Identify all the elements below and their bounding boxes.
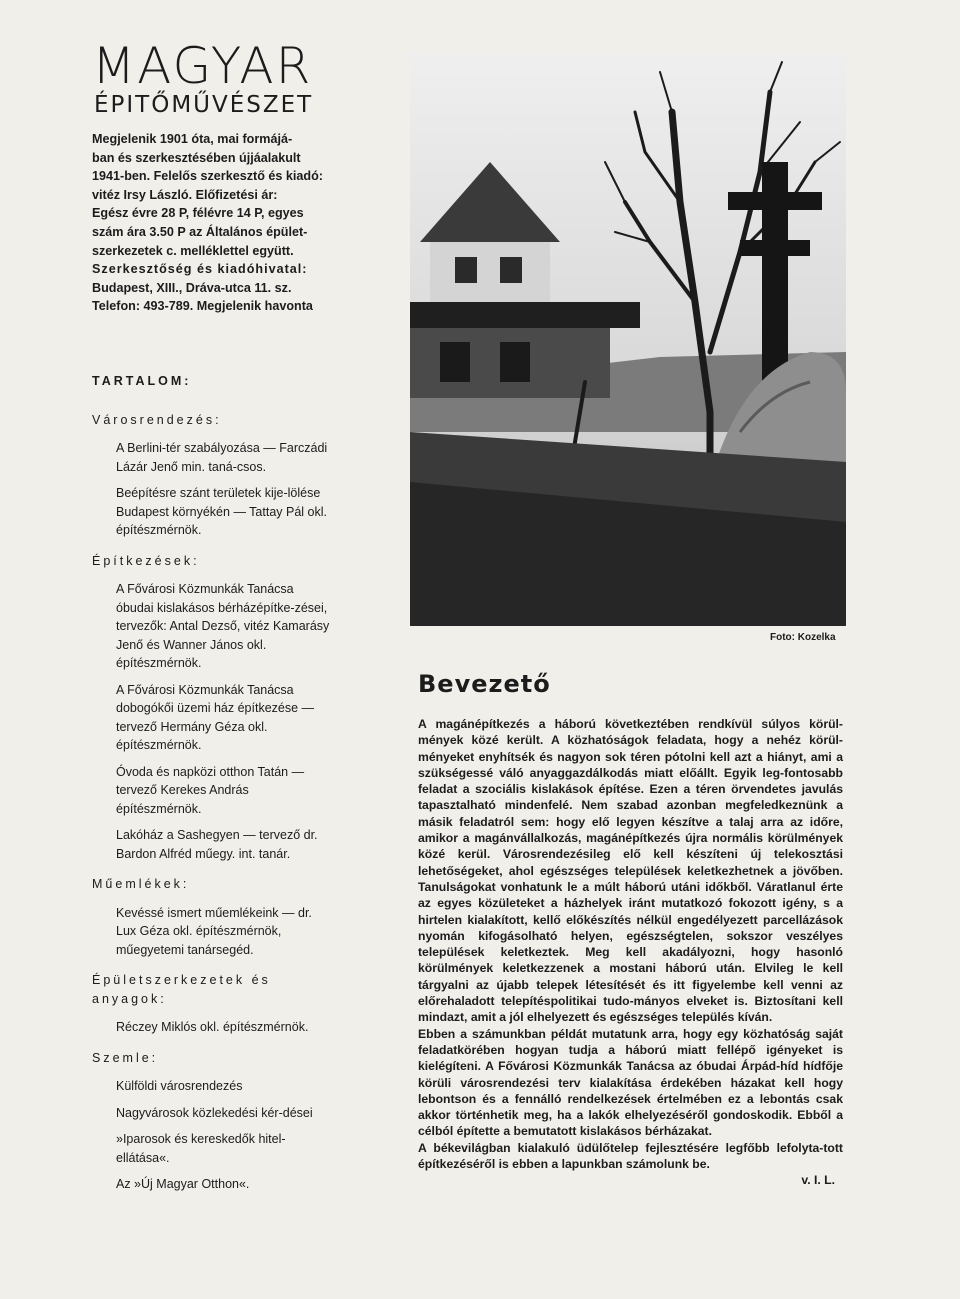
toc-section bbox=[92, 411, 362, 540]
article-body bbox=[418, 716, 843, 1189]
imprint-line: Megjelenik 1901 óta, mai formájá- bbox=[92, 132, 293, 146]
masthead bbox=[92, 37, 342, 118]
toc-item: Nagyvárosok közlekedési kér-dései bbox=[116, 1105, 313, 1120]
toc-section-heading: Szemle: bbox=[92, 1050, 159, 1065]
imprint-line: szám ára 3.50 P az Általános épület- bbox=[92, 224, 308, 239]
toc-section-heading: Építkezések: bbox=[92, 553, 200, 568]
imprint-line: Telefon: 493-789. Megjelenik havonta bbox=[92, 299, 313, 314]
article-paragraph: A magánépítkezés a háború következtében rendkívül súlyos körül-mények közé került. A közhatóságok feladata, hogy a nehéz körül-ményeket enyhítsék és nagyon sok téren pótolni kell azt a hiányt, ami a szükségessé váló anyaggazdálkodás miatt előállt. Egyik leg-fontosabb feladat a szociális kislakások építése. Ezen a téren örvendetes javulás tapasztalható mindenfelé. Nem szabad azonban megfeledkeznünk a másik feladatról sem: hogy elő legyen készítve a talaj arra az időre, amikor a magánvállalkozás, magánépítkezés újra normális körülmények közé kerül. Városrendezésileg elő kell készíteni új telekosztási lehetőségeket, ahol egészséges települések keletkezhetnek a jövőben. Tanulságokat vonhatunk le a múlt háború utáni időkből. Váratlanul érte az egyes közületeket a házhelyek iránt mutatkozó fokozott igény, s a hirtelen kialakított, kellő előkészítés nélkül engedélyezett parcellázások nyomán kifogásolható helyen, egészségtelen, sokszor veszélyes települések keletkeztek. Meg kell akadályozni, hogy hasonló körülmények keletkezzenek a mostani háború után. Elvileg le kell tárgyalni az újabb telepek létesítését és itt figyelembe kell venni az előrehaladott telepítéspolitikai tudo-mányos elveket is. Biztosítani kell mindazt, amit a jól elhelyezett és egészséges település kíván. bbox=[418, 717, 843, 1025]
article-title: Bevezető bbox=[418, 670, 551, 698]
toc-section-heading: Műemlékek: bbox=[92, 877, 190, 891]
imprint-line: ban és szerkesztésében újjáalakult bbox=[92, 150, 301, 165]
toc-item: Kevéssé ismert műemlékeink — dr. Lux Géza okl. építészmérnök, műegyetemi tanársegéd. bbox=[116, 905, 312, 957]
imprint-line: Szerkesztőség és kiadóhivatal: bbox=[92, 262, 308, 277]
imprint-line: Egész évre 28 P, félévre 14 P, egyes bbox=[92, 206, 304, 221]
toc-item: »Iparosok és kereskedők hitel-ellátása«. bbox=[116, 1132, 286, 1165]
toc-item: Az »Új Magyar Otthon«. bbox=[116, 1177, 250, 1191]
toc-section bbox=[92, 971, 362, 1037]
toc-section bbox=[92, 1049, 362, 1194]
toc-item: Beépítésre szánt területek kije-lölése Budapest környékén — Tattay Pál okl. építészmérnök. bbox=[116, 486, 327, 537]
toc-section bbox=[92, 552, 362, 864]
table-of-contents bbox=[92, 372, 362, 1206]
toc-item: A Fővárosi Közmunkák Tanácsa dobogókői üzemi ház építkezése — tervező Hermány Géza okl. építészmérnök. bbox=[116, 682, 315, 752]
article-signature: v. I. L. bbox=[801, 1173, 835, 1188]
masthead-title: MAGYAR bbox=[92, 37, 313, 95]
toc-section-heading: Városrendezés: bbox=[92, 412, 222, 427]
imprint-line: 1941-ben. Felelős szerkesztő és kiadó: bbox=[92, 169, 323, 184]
imprint-line: szerkezetek c. melléklettel együtt. bbox=[92, 243, 294, 258]
photo-credit: Foto: Kozelka bbox=[770, 632, 836, 643]
imprint bbox=[92, 130, 344, 316]
toc-item: A Fővárosi Közmunkák Tanácsa óbudai kislakásos bérházépítke-zései, tervezők: Antal Dezső, vitéz Kamarásy Jenő és Wanner János okl. építészmérnök. bbox=[116, 582, 330, 670]
masthead-subtitle: ÉPITŐMŰVÉSZET bbox=[94, 92, 314, 118]
toc-section bbox=[92, 875, 362, 959]
toc-item: A Berlini-tér szabályozása — Farczádi Lázár Jenő min. taná-csos. bbox=[116, 441, 328, 474]
article-paragraph: Ebben a számunkban példát mutatunk arra, hogy egy közhatóság saját feladatkörében hogyan tudja a háború miatt fellépő igényeket is kielégíteni. A Fővárosi Közmunkák Tanácsa az óbudai Árpád-híd hídfője körüli városrendezési terv kialakítása érdekében házakat kell hogy lebontson és a fennálló rendelkezések értelmében ez a lebontás csak akkor történhetik meg, ha a lakók elhelyezéséről gondoskodik. Ebből a célból építette a bemutatott kislakásos bérházakat. bbox=[418, 1026, 843, 1139]
imprint-line: Budapest, XIII., Dráva-utca 11. sz. bbox=[92, 280, 292, 295]
article-paragraph: A békevilágban kialakuló üdülőtelep fejlesztésére legfőbb lefolyta-tott építkezéséről is ebben a lapunkban számolunk be. bbox=[418, 1140, 843, 1172]
toc-item: Lakóház a Sashegyen — tervező dr. Bardon Alfréd műegy. int. tanár. bbox=[116, 828, 318, 861]
imprint-line: vitéz Irsy László. Előfizetési ár: bbox=[92, 187, 278, 202]
toc-item: Réczey Miklós okl. építészmérnök. bbox=[116, 1020, 309, 1034]
toc-title: TARTALOM: bbox=[92, 374, 192, 388]
toc-item: Külföldi városrendezés bbox=[116, 1079, 243, 1093]
photograph-house-and-cross bbox=[410, 52, 846, 626]
toc-item: Óvoda és napközi otthon Tatán — tervező Kerekes András építészmérnök. bbox=[116, 764, 305, 816]
photograph-illustration bbox=[410, 52, 846, 626]
toc-section-heading: Épületszerkezetek és anyagok: bbox=[92, 973, 271, 1006]
